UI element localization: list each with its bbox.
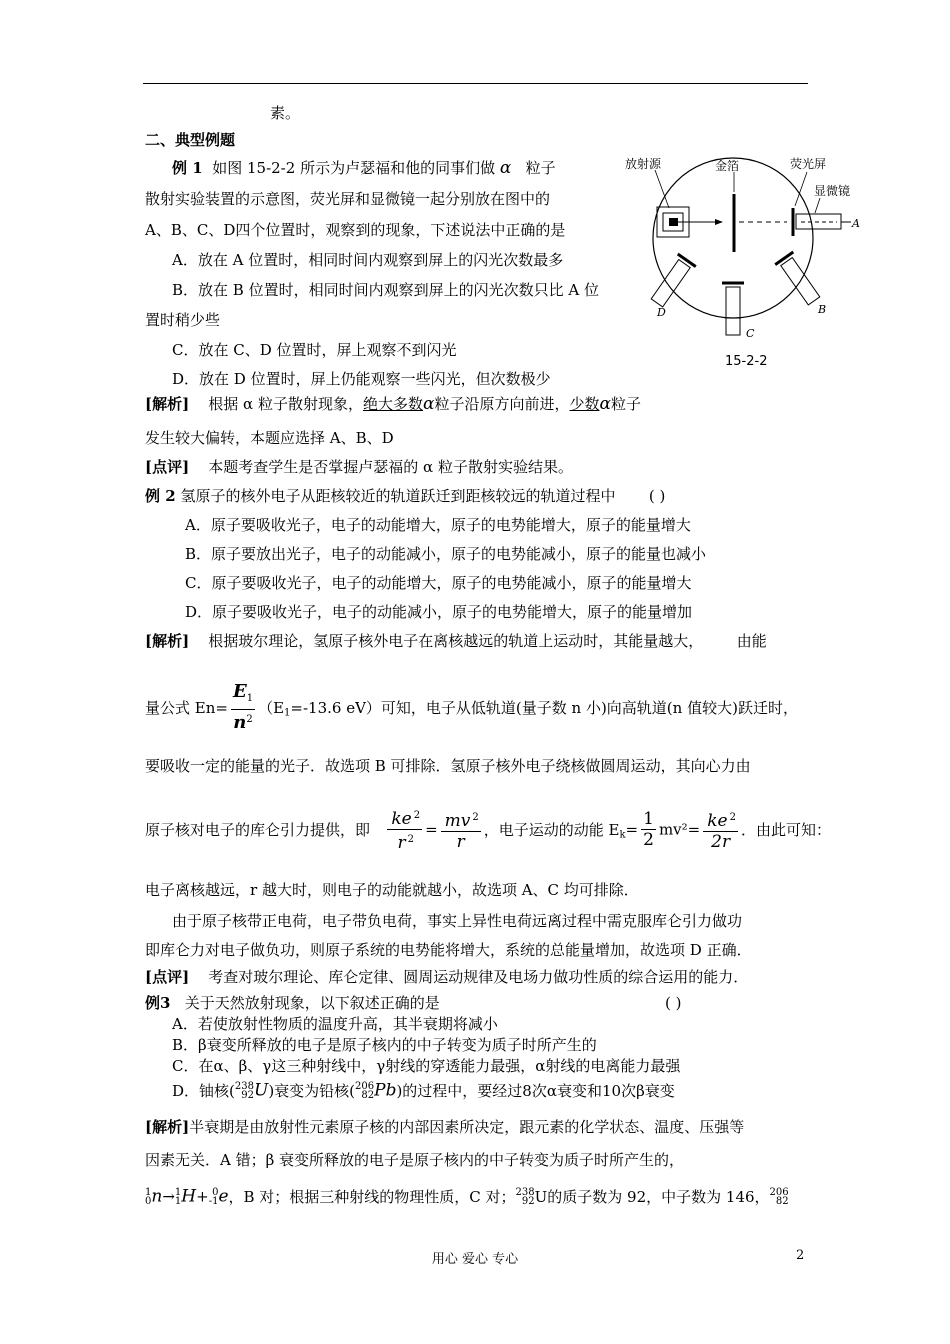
option-3a: A．若使放射性物质的温度升高，其半衰期将减小 [172,1015,498,1033]
half-fraction: $\frac{1}{2}$ [643,809,654,850]
label-screen: 荧光屏 [790,157,827,171]
centripetal-fraction: $\frac{mv ^2}{r}$ [441,808,481,852]
analysis-2-line6: 由于原子核带正电荷，电子带负电荷，事实上异性电荷远离过程中需克服库仑引力做功 [172,912,743,930]
figure-caption: 15-2-2 [725,354,768,369]
comment-2: [点评] 考查对玻尔理论、库仑定律、圆周运动规律及电场力做功性质的综合运用的能力． [145,968,749,986]
example-3-blank: ( ) [665,994,682,1012]
label-microscope: 显微镜 [814,184,851,198]
option-2c: C．原子要吸收光子，电子的动能增大，原子的电势能减小，原子的能量增大 [185,574,692,592]
line-1: 素。 [270,104,301,122]
analysis-1: [解析] 根据 α 粒子散射现象，绝大多数α粒子沿原方向前进，少数α粒子 [145,394,641,414]
option-2a: A．原子要吸收光子，电子的动能增大，原子的电势能增大，原子的能量增大 [185,516,691,534]
section-title: 二、典型例题 [145,131,236,149]
comment-1: [点评] 本题考查学生是否掌握卢瑟福的 α 粒子散射实验结果。 [145,458,573,476]
option-1c: C．放在 C、D 位置时，屏上观察不到闪光 [172,341,457,359]
analysis-1-cont: 发生较大偏转，本题应选择 A、B、D [145,429,394,447]
example-1-line3: A、B、C、D四个位置时，观察到的现象，下述说法中正确的是 [145,221,566,239]
header-rule [143,83,808,84]
option-1d: D．放在 D 位置时，屏上仍能观察一些闪光，但次数极少 [172,370,551,388]
page-number: 2 [796,1248,805,1263]
microscope-at-c [726,287,740,335]
analysis-3-line2: 因素无关．A 错；β 衰变所释放的电子是原子核内的中子转变为质子时所产生的， [145,1151,685,1169]
label-b: B [818,303,827,316]
coulomb-fraction: $\frac{ke ^2}{r ^2}$ [387,806,422,853]
lead-nuclide: 206 82 [355,1080,375,1101]
analysis-2: [解析] 根据玻尔理论，氢原子核外电子在离核越远的轨道上运动时，其能量越大， 由能 [145,632,767,650]
option-3c: C．在α、β、γ这三种射线中，γ射线的穿透能力最强，α射线的电离能力最强 [172,1057,681,1075]
kinetic-fraction: $\frac{ke ^2}{2r}$ [703,808,738,852]
coulomb-line: 原子核对电子的库仑引力提供，即 $\frac{ke ^2}{r ^2}$ = $\frac{mv ^2}{r}$ ，电子运动的动能 $E_k=$ $\frac{1}{2}$ mv²= $\frac{ke ^2}{2r}$ ．由此可知： [145,806,831,853]
label-c: C [746,327,755,340]
analysis-2-line3: 要吸收一定的能量的光子．故选项 B 可排除．氢原子核外电子绕核做圆周运动，其向心力由 [145,757,751,775]
energy-formula-line: 量公式 En= $\frac{E_1}{n^2}$ （$E_1=-13.6$ eV）可知，电子从低轨道(量子数 n 小)向高轨道(n 值较大)跃迁时， [145,681,798,733]
example-2-intro: 例 2 氢原子的核外电子从距核较近的轨道跃迁到距核较远的轨道过程中 ( ) [145,487,666,505]
energy-fraction: $\frac{E_1}{n^2}$ [232,681,254,733]
option-1b: B．放在 B 位置时，相同时间内观察到屏上的闪光次数只比 A 位 [172,281,599,299]
rutherford-apparatus-figure [615,150,865,350]
neutron-decay-line: 1 0 n→ 1 1 H+ 0 -1 e，B 对；根据三种射线的物理性质，C 对； 238 92 U的质子数为 92，中子数为 146， 206 82 [145,1186,789,1207]
analysis-3: [解析]半衰期是由放射性元素原子核的内部因素所决定，跟元素的化学状态、温度、压强等 [145,1118,745,1136]
option-1b-cont: 置时稍少些 [145,311,221,329]
analysis-2-line7: 即库仑力对电子做负功，则原子系统的电势能将增大，系统的总能量增加，故选项 D 正确． [145,941,752,959]
label-a: A [852,217,860,230]
label-foil: 金箔 [715,159,740,173]
analysis-2-line5: 电子离核越远，r 越大时，则电子的动能就越小，故选项 A、C 均可排除． [145,881,639,899]
option-3b: B．β衰变所释放的电子是原子核内的中子转变为质子时所产生的 [172,1036,597,1054]
example-3-intro: 例3 关于天然放射现象，以下叙述正确的是 [145,994,440,1012]
option-2d: D．原子要吸收光子，电子的动能减小，原子的电势能增大，原子的能量增加 [185,603,693,621]
uranium-nuclide: 238 92 [234,1080,254,1101]
example-1-line2: 散射实验装置的示意图，荧光屏和显微镜一起分别放在图中的 [145,190,551,208]
label-d: D [657,306,666,319]
footer-text: 用心 爱心 专心 [431,1252,519,1267]
label-source: 放射源 [625,157,662,171]
option-3d: D．铀核( 238 92 U)衰变为铅核( 206 82 Pb)的过程中，要经过8次α衰变和10次β衰变 [172,1080,675,1101]
option-2b: B．原子要放出光子，电子的动能减小，原子的电势能减小，原子的能量也减小 [185,545,707,563]
example-1-intro: 例 1 如图 15-2-2 所示为卢瑟福和他的同事们做 α 粒子 [172,158,556,178]
option-1a: A．放在 A 位置时，相同时间内观察到屏上的闪光次数最多 [172,251,564,269]
microscope-at-d [651,260,690,307]
